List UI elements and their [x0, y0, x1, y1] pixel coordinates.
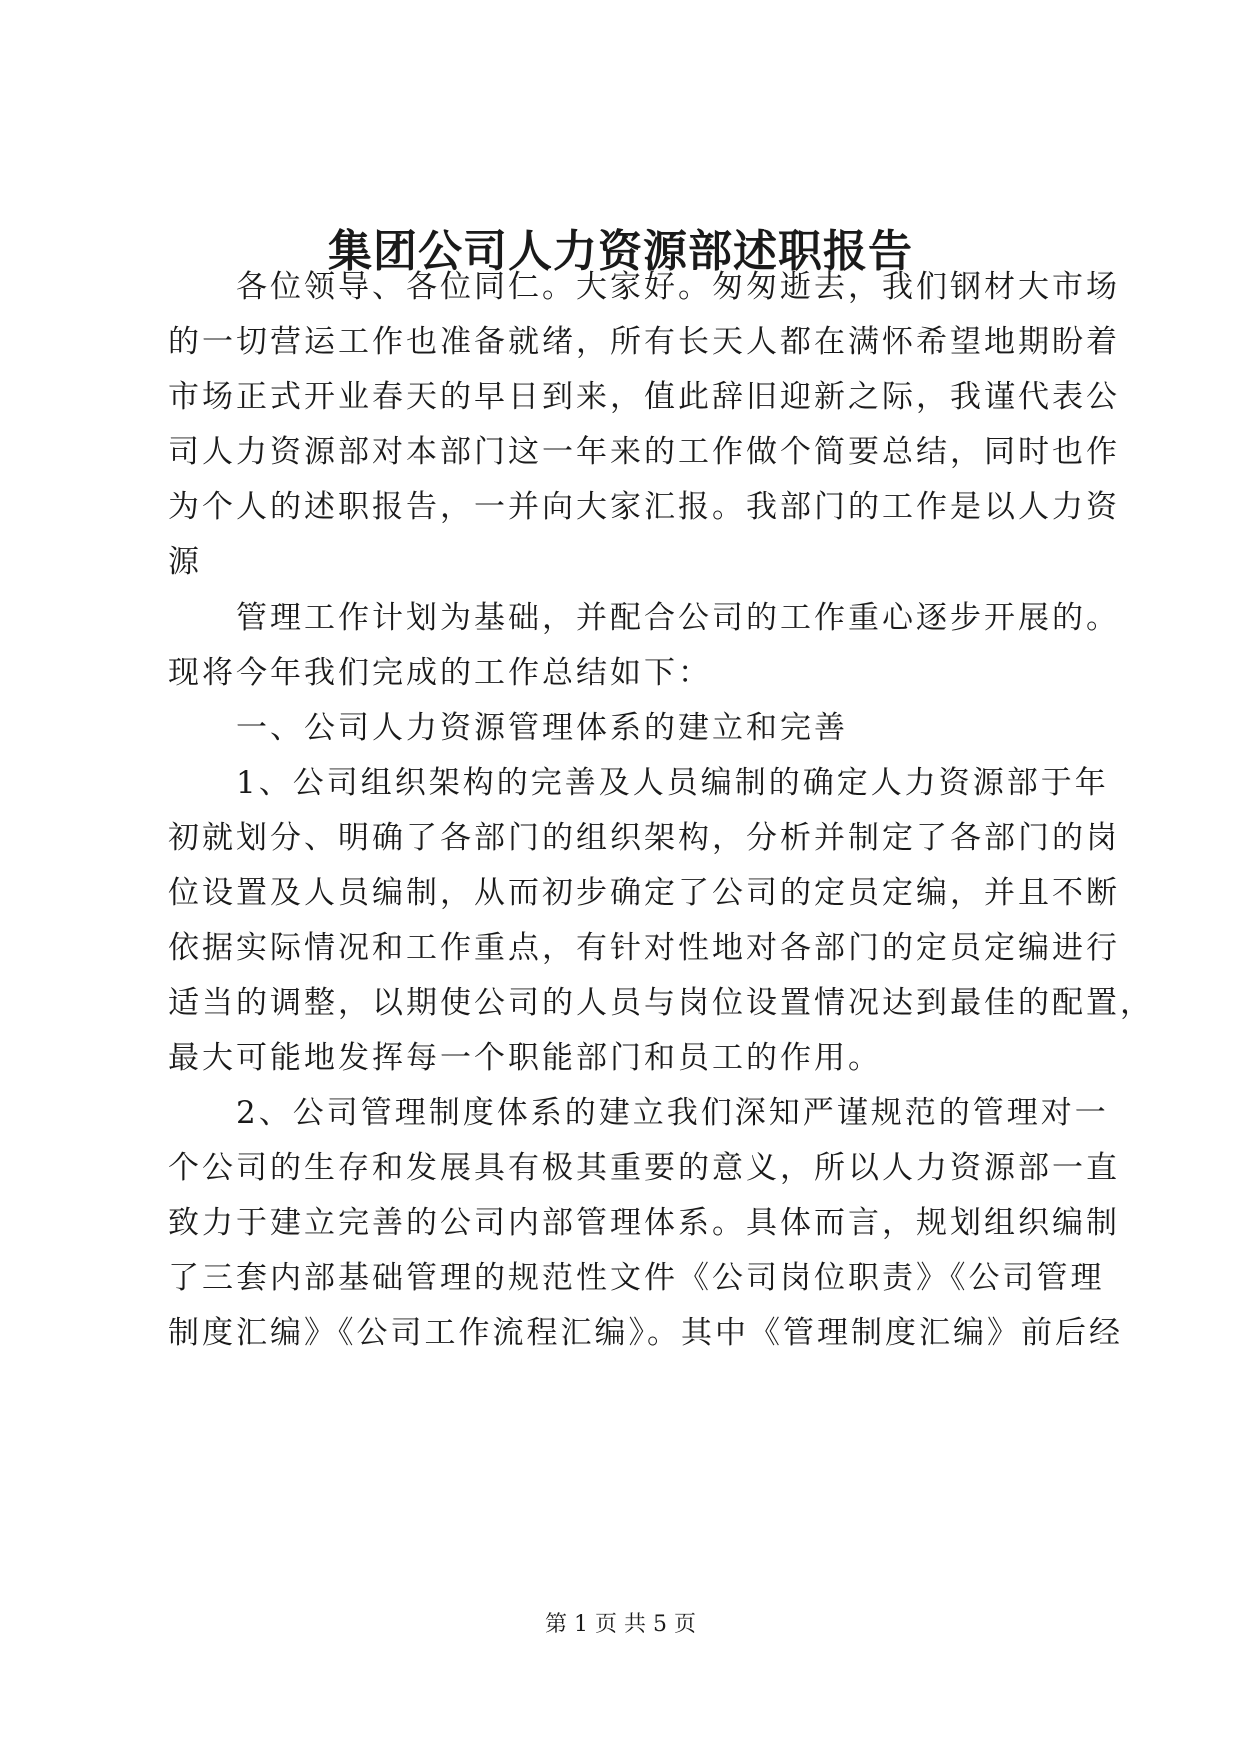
page-footer: 第 1 页 共 5 页: [545, 1612, 696, 1637]
body-line: 致力于建立完善的公司内部管理体系。具体而言，规划组织编制: [168, 1205, 1120, 1241]
body-line: 源: [168, 544, 202, 580]
body-line: 制度汇编》《公司工作流程汇编》。其中《管理制度汇编》前后经: [168, 1315, 1123, 1351]
body-line: 了三套内部基础管理的规范性文件《公司岗位职责》《公司管理: [168, 1260, 1105, 1296]
body-line: 适当的调整，以期使公司的人员与岗位设置情况达到最佳的配置，: [168, 985, 1154, 1021]
body-line: 最大可能地发挥每一个职能部门和员工的作用。: [168, 1040, 882, 1076]
document-title: 集团公司人力资源部述职报告: [328, 226, 913, 277]
body-line: 为个人的述职报告，一并向大家汇报。我部门的工作是以人力资: [168, 489, 1120, 525]
body-line: 一、公司人力资源管理体系的建立和完善: [168, 710, 848, 746]
body-line: 市场正式开业春天的早日到来，值此辞旧迎新之际，我谨代表公: [168, 379, 1120, 415]
body-line: 初就划分、明确了各部门的组织架构，分析并制定了各部门的岗: [168, 820, 1120, 856]
body-line: 现将今年我们完成的工作总结如下：: [168, 655, 712, 691]
body-line: 2、公司管理制度体系的建立我们深知严谨规范的管理对一: [168, 1095, 1109, 1131]
body-line: 的一切营运工作也准备就绪，所有长天人都在满怀希望地期盼着: [168, 324, 1120, 360]
body-line: 位设置及人员编制，从而初步确定了公司的定员定编，并且不断: [168, 875, 1120, 911]
body-line: 依据实际情况和工作重点，有针对性地对各部门的定员定编进行: [168, 930, 1120, 966]
body-line: 司人力资源部对本部门这一年来的工作做个简要总结，同时也作: [168, 434, 1120, 470]
body-line: 管理工作计划为基础，并配合公司的工作重心逐步开展的。: [168, 600, 1120, 636]
body-line: 1、公司组织架构的完善及人员编制的确定人力资源部于年: [168, 765, 1109, 801]
body-line: 各位领导、各位同仁。大家好。匆匆逝去，我们钢材大市场: [168, 269, 1120, 305]
body-line: 个公司的生存和发展具有极其重要的意义，所以人力资源部一直: [168, 1150, 1120, 1186]
